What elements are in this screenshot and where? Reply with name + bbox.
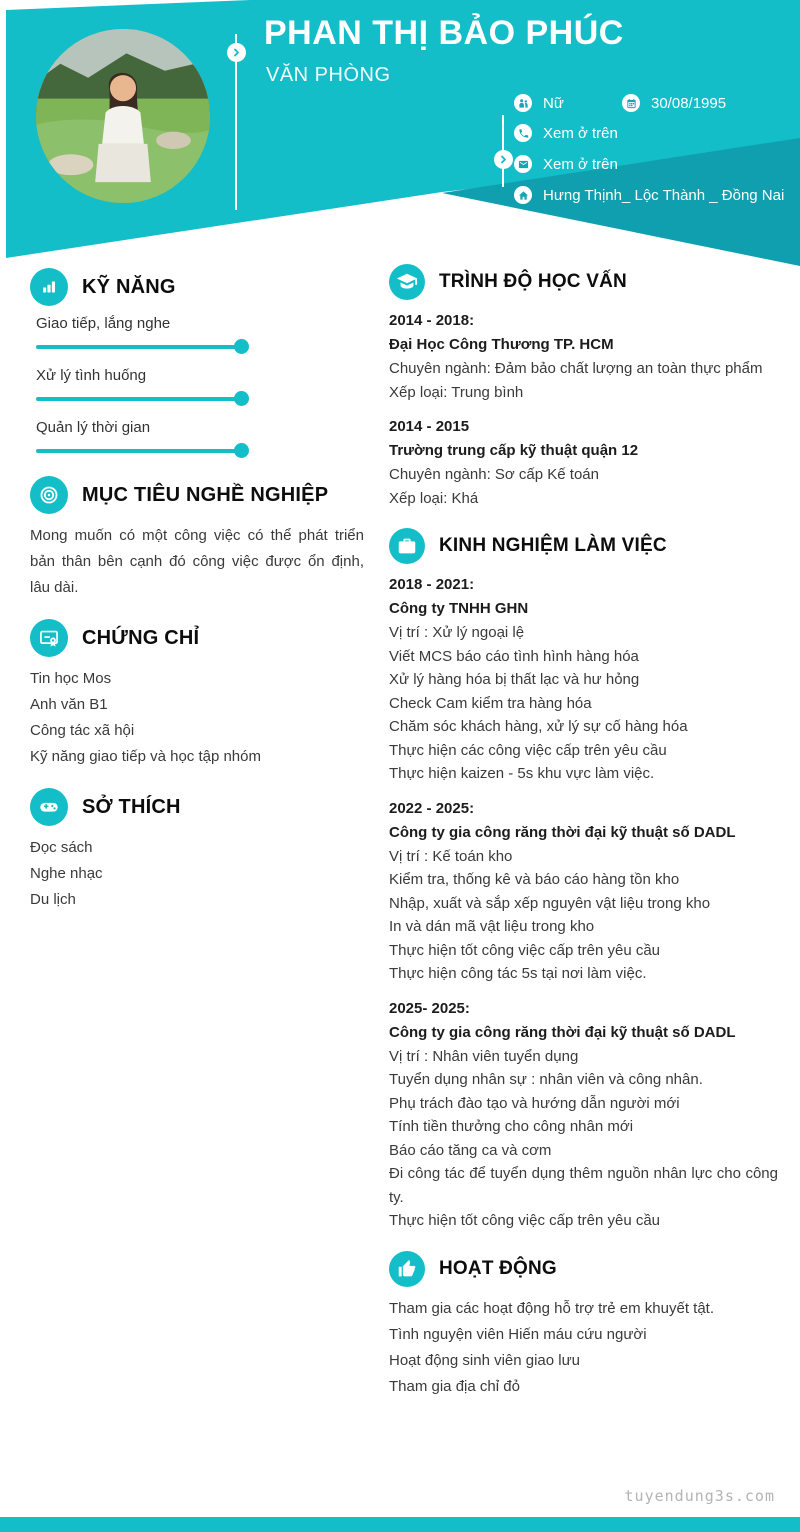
skill-label: Quản lý thời gian (36, 419, 151, 436)
section-objective (30, 476, 364, 601)
section-education (389, 264, 778, 510)
certificate-item: Tin học Mos (30, 670, 112, 687)
calendar-icon (622, 94, 640, 112)
skill-item (36, 419, 364, 458)
entry-line: Xếp loại: Trung bình (389, 383, 524, 401)
candidate-name: PHAN THỊ BẢO PHÚC (264, 14, 624, 52)
entry-school: Trường trung cấp kỹ thuật quận 12 (389, 442, 639, 459)
entry-line: Kiểm tra, thống kê và báo cáo hàng tồn kho (389, 871, 680, 888)
entry-line: Xếp loại: Khá (389, 489, 479, 507)
contact-address-value: Hưng Thịnh_ Lộc Thành _ Đồng Nai (543, 186, 785, 204)
contact-email (514, 155, 618, 173)
certificates-list (30, 666, 364, 770)
section-title: TRÌNH ĐỘ HỌC VẤN (439, 271, 627, 292)
entry-period: 2014 - 2018: (389, 312, 475, 329)
entry-line: Check Cam kiểm tra hàng hóa (389, 694, 592, 712)
contact-gender-value: Nữ (543, 94, 564, 112)
gamepad-icon (30, 788, 68, 826)
entry-line: Chuyên ngành: Sơ cấp Kế toán (389, 466, 599, 483)
section-hobbies (30, 788, 364, 913)
entry-line: Vị trí : Xử lý ngoại lệ (389, 624, 525, 641)
phone-icon (514, 124, 532, 142)
entry-line: Vị trí : Kế toán kho (389, 847, 513, 865)
section-title: CHỨNG CHỈ (82, 626, 200, 649)
activities-list (389, 1296, 778, 1400)
entry-line: Thực hiện tốt công việc cấp trên yêu cầu (389, 941, 661, 959)
section-title: KINH NGHIỆM LÀM VIỆC (439, 535, 667, 556)
footer-bar (0, 1517, 800, 1532)
section-skills (30, 268, 364, 458)
skill-bar (36, 391, 364, 406)
entry-line: In và dán mã vật liệu trong kho (389, 918, 595, 935)
experience-entry (389, 797, 778, 986)
entry-line: Chuyên ngành: Đảm bảo chất lượng an toàn thực phẩm (389, 360, 763, 377)
skill-item (36, 315, 364, 354)
avatar-photo-illustration (36, 29, 210, 203)
skill-bar-dot (234, 391, 249, 406)
watermark: tuyendung3s.com (624, 1487, 775, 1505)
target-icon (30, 476, 68, 514)
entry-lines (389, 1045, 778, 1233)
contact-dob (622, 94, 726, 112)
education-entry (389, 415, 778, 510)
hobby-item: Du lịch (30, 891, 76, 908)
activity-item: Tình nguyện viên Hiến máu cứu người (389, 1325, 647, 1343)
entry-lines (389, 463, 778, 510)
header (0, 0, 800, 270)
skills-list (30, 315, 364, 458)
entry-line: Tính tiền thưởng cho công nhân mới (389, 1118, 634, 1135)
chevron-right-icon (227, 43, 246, 62)
skill-bar (36, 443, 364, 458)
entry-lines (389, 845, 778, 986)
left-column (30, 268, 364, 931)
candidate-title: VĂN PHÒNG (266, 64, 391, 86)
entry-line: Xử lý hàng hóa bị thất lạc và hư hỏng (389, 671, 640, 688)
bar-chart-icon (30, 268, 68, 306)
hobby-item: Đọc sách (30, 839, 93, 856)
activity-item: Tham gia địa chỉ đỏ (389, 1377, 520, 1395)
entry-line: Vị trí : Nhân viên tuyển dụng (389, 1047, 579, 1065)
entry-school: Đại Học Công Thương TP. HCM (389, 336, 614, 353)
activity-item: Hoạt động sinh viên giao lưu (389, 1351, 581, 1369)
entry-line: Phụ trách đào tạo và hướng dẫn người mới (389, 1094, 680, 1112)
skill-bar-dot (234, 339, 249, 354)
entry-line: Viết MCS báo cáo tình hình hàng hóa (389, 647, 639, 665)
certificate-icon (30, 619, 68, 657)
section-title: HOẠT ĐỘNG (439, 1257, 557, 1279)
graduation-cap-icon (389, 264, 425, 300)
chevron-right-icon (494, 150, 513, 169)
entry-period: 2018 - 2021: (389, 576, 475, 593)
entry-line: Thực hiện các công việc cấp trên yêu cầu (389, 741, 667, 759)
home-icon (514, 186, 532, 204)
entry-line: Tuyển dụng nhân sự : nhân viên và công nhân. (389, 1071, 703, 1088)
entry-company: Công ty gia công răng thời đại kỹ thuật số DADL (389, 823, 736, 841)
entry-line: Nhập, xuất và sắp xếp nguyên vật liệu trong kho (389, 894, 711, 912)
section-title: KỸ NĂNG (82, 275, 176, 298)
objective-text: Mong muốn có một công việc có thể phát triển bản thân bên cạnh đó công việc được ổn định, lâu dài. (30, 527, 364, 596)
section-activities (389, 1251, 778, 1400)
skill-label: Giao tiếp, lắng nghe (36, 315, 171, 332)
gender-icon (514, 94, 532, 112)
contact-phone-value: Xem ở trên (543, 124, 618, 142)
entry-line: Thực hiện tốt công việc cấp trên yêu cầu (389, 1212, 661, 1229)
entry-lines (389, 621, 778, 786)
section-experience (389, 528, 778, 1233)
entry-period: 2014 - 2015 (389, 418, 470, 435)
education-entry (389, 309, 778, 404)
hobbies-list (30, 835, 364, 913)
certificate-item: Kỹ năng giao tiếp và học tập nhóm (30, 748, 261, 765)
entry-line: Chăm sóc khách hàng, xử lý sự cố hàng hóa (389, 718, 688, 735)
section-certificates (30, 619, 364, 770)
skill-bar-dot (234, 443, 249, 458)
contact-gender (514, 94, 564, 112)
entry-lines (389, 357, 778, 404)
experience-entry (389, 997, 778, 1233)
entry-period: 2025- 2025: (389, 999, 470, 1017)
right-column (389, 264, 778, 1418)
skill-item (36, 367, 364, 406)
skill-label: Xử lý tình huống (36, 367, 147, 384)
entry-line: Đi công tác để tuyển dụng thêm nguồn nhân lực cho công ty. (389, 1165, 778, 1206)
entry-company: Công ty TNHH GHN (389, 600, 529, 617)
contact-dob-value: 30/08/1995 (651, 94, 727, 112)
entry-line: Báo cáo tăng ca và cơm (389, 1141, 552, 1159)
briefcase-icon (389, 528, 425, 564)
skill-bar (36, 339, 364, 354)
section-title: MỤC TIÊU NGHỀ NGHIỆP (82, 483, 329, 506)
email-icon (514, 155, 532, 173)
avatar (36, 29, 210, 203)
entry-line: Thực hiện công tác 5s tại nơi làm việc. (389, 965, 647, 982)
experience-entry (389, 573, 778, 786)
activity-item: Tham gia các hoạt động hỗ trợ trẻ em khuyết tật. (389, 1299, 715, 1317)
contact-email-value: Xem ở trên (543, 155, 618, 173)
contact-address (514, 186, 784, 204)
skill-bar-line (36, 449, 242, 453)
thumbs-up-icon (389, 1251, 425, 1287)
entry-line: Thực hiện kaizen - 5s khu vực làm việc. (389, 765, 655, 782)
contact-phone (514, 124, 618, 142)
entry-period: 2022 - 2025: (389, 799, 475, 817)
skill-bar-line (36, 345, 242, 349)
entry-company: Công ty gia công răng thời đại kỹ thuật số DADL (389, 1023, 736, 1041)
certificate-item: Công tác xã hội (30, 722, 135, 739)
hobby-item: Nghe nhạc (30, 865, 103, 882)
certificate-item: Anh văn B1 (30, 696, 108, 713)
section-title: SỞ THÍCH (82, 795, 181, 818)
skill-bar-line (36, 397, 242, 401)
